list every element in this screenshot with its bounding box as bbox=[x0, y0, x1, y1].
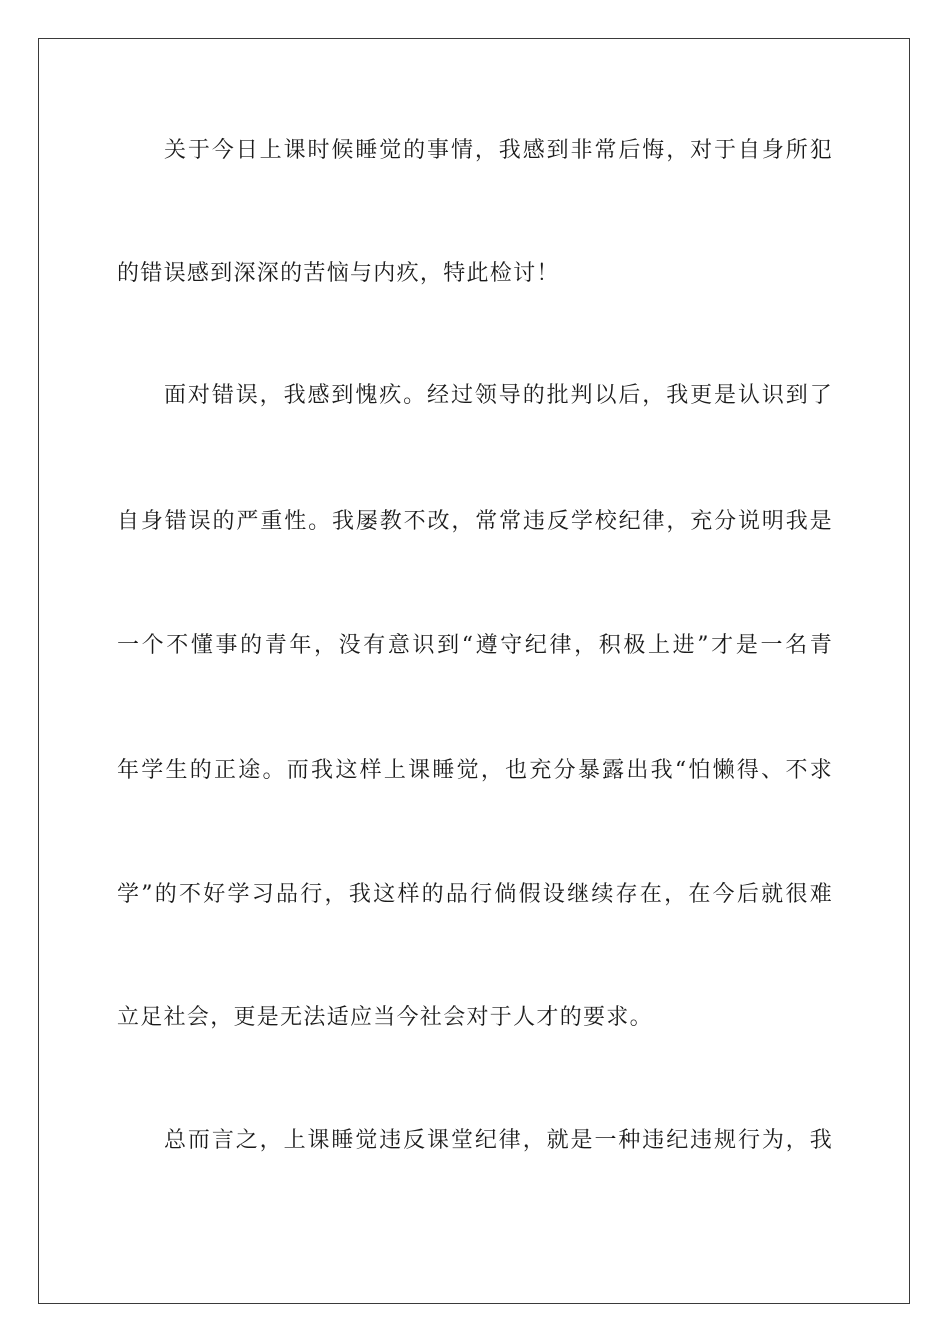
paragraph-2-line-3: 一个不懂事的青年，没有意识到“遵守纪律，积极上进”才是一名青 bbox=[117, 633, 833, 658]
paragraph-2-line-6: 立足社会，更是无法适应当今社会对于人才的要求。 bbox=[117, 1005, 653, 1030]
paragraph-3-line-1: 总而言之，上课睡觉违反课堂纪律，就是一种违纪违规行为，我 bbox=[164, 1128, 833, 1153]
paragraph-2-line-5: 学”的不好学习品行，我这样的品行倘假设继续存在，在今后就很难 bbox=[117, 882, 833, 907]
paragraph-2-line-2: 自身错误的严重性。我屡教不改，常常违反学校纪律，充分说明我是 bbox=[117, 509, 833, 534]
paragraph-2-line-4: 年学生的正途。而我这样上课睡觉，也充分暴露出我“怕懒得、不求 bbox=[117, 758, 833, 783]
paragraph-2-line-1: 面对错误，我感到愧疚。经过领导的批判以后，我更是认识到了 bbox=[164, 383, 833, 408]
page-border bbox=[38, 38, 910, 1304]
paragraph-1-line-1: 关于今日上课时候睡觉的事情，我感到非常后悔，对于自身所犯 bbox=[164, 138, 833, 163]
paragraph-1-line-2: 的错误感到深深的苦恼与内疚，特此检讨！ bbox=[117, 261, 560, 286]
